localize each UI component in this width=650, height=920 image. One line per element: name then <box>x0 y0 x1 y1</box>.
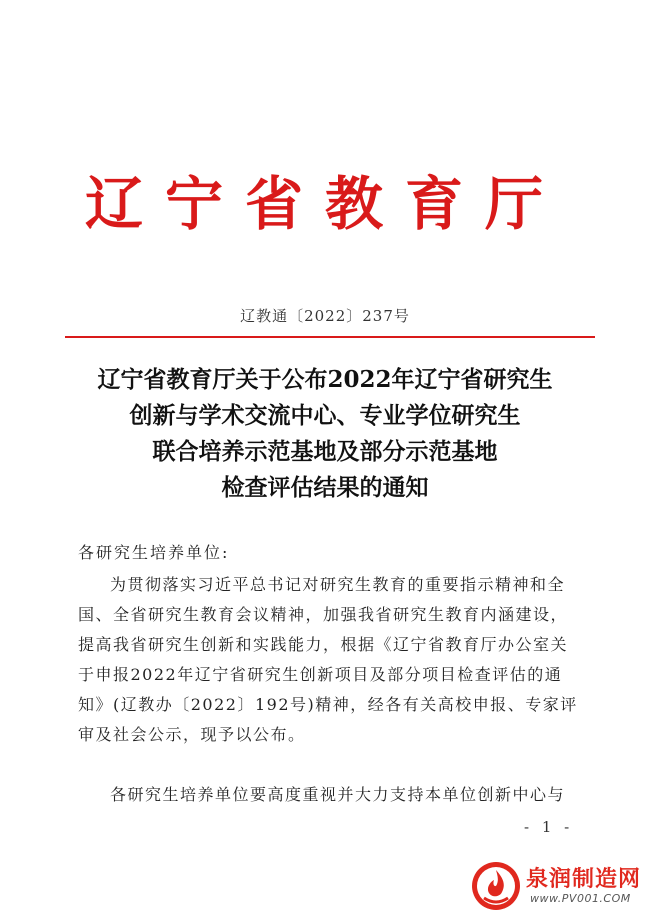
title-line: 检查评估结果的通知 <box>221 474 429 501</box>
document-number: 辽教通〔2022〕237号 <box>240 307 410 325</box>
flame-logo-icon <box>470 860 522 912</box>
title-line: 辽宁省教育厅关于公布2022年辽宁省研究生 <box>97 366 553 393</box>
title-line: 创新与学术交流中心、专业学位研究生 <box>129 402 521 429</box>
body-paragraph-1 <box>78 570 578 750</box>
paragraph-line: 审及社会公示，现予以公布。 <box>78 725 306 744</box>
paragraph-line: 为贯彻落实习近平总书记对研究生教育的重要指示精神和全 <box>110 575 566 594</box>
salutation: 各研究生培养单位: <box>78 543 230 562</box>
paragraph-line: 知》(辽教办〔2022〕192号)精神，经各有关高校申报、专家评 <box>78 695 578 714</box>
title-line: 联合培养示范基地及部分示范基地 <box>152 438 498 465</box>
notice-title <box>40 362 610 506</box>
page-number: - 1 - <box>524 818 574 836</box>
paragraph-line: 于申报2022年辽宁省研究生创新项目及部分项目检查评估的通 <box>78 665 563 684</box>
watermark-url: www.PV001.COM <box>530 892 631 905</box>
body-paragraph-2: 各研究生培养单位要高度重视并大力支持本单位创新中心与 <box>110 785 566 804</box>
header-rule <box>65 336 595 338</box>
watermark-name: 泉润制造网 <box>526 867 642 892</box>
issuer-header: 辽宁省教育厅 <box>84 170 565 238</box>
paragraph-line: 提高我省研究生创新和实践能力，根据《辽宁省教育厅办公室关 <box>78 635 569 654</box>
site-watermark <box>470 858 645 914</box>
paragraph-line: 国、全省研究生教育会议精神，加强我省研究生教育内涵建设， <box>78 605 569 624</box>
